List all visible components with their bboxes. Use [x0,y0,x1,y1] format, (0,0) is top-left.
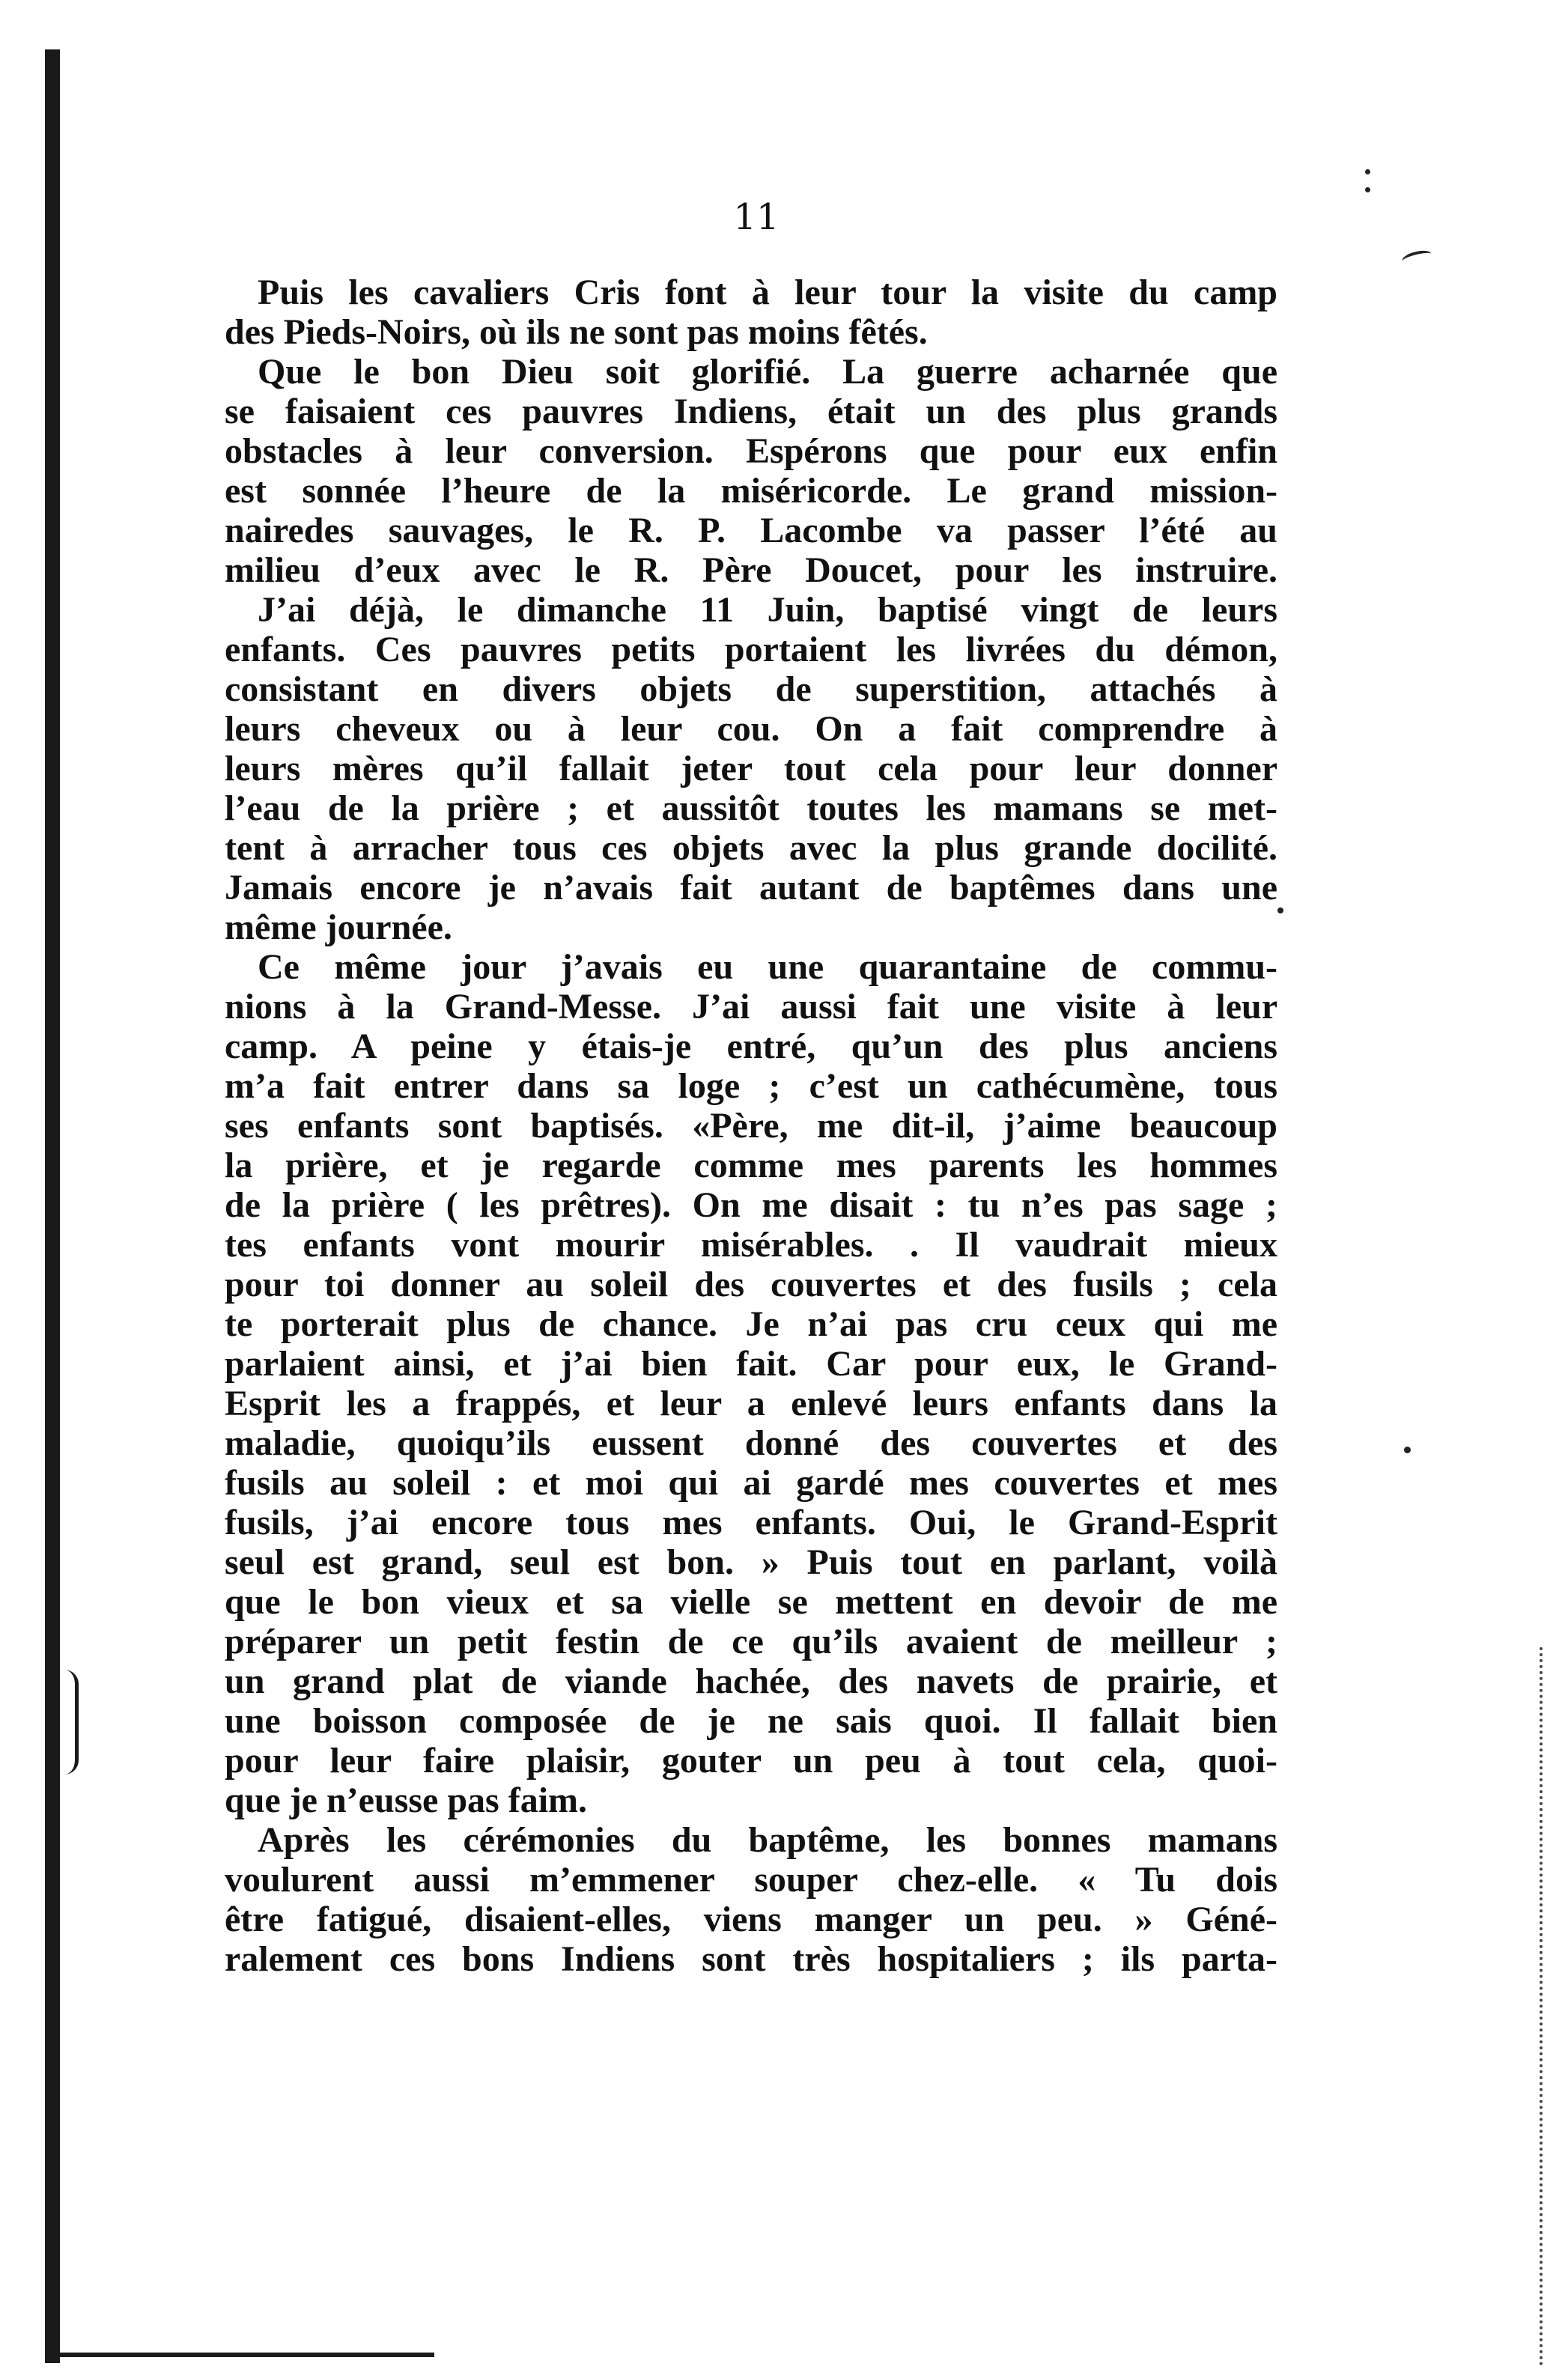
body-text [225,273,1277,1979]
text-line: fusils, j’ai encore tous mes enfants. Oui, le Grand-Esprit [225,1503,1277,1542]
text-line: seul est grand, seul est bon. » Puis tout en parlant, voilà [225,1542,1277,1582]
page-number: 11 [733,196,780,238]
ink-speck [1365,187,1370,192]
text-line: ralement ces bons Indiens sont très hospitaliers ; ils parta- [225,1939,1277,1979]
text-line: est sonnée l’heure de la miséricorde. Le grand mission- [225,471,1277,511]
text-line: te porterait plus de chance. Je n’ai pas cru ceux qui me [225,1304,1277,1344]
text-line: des Pieds-Noirs, où ils ne sont pas moins fêtés. [225,312,928,352]
text-line: être fatigué, disaient-elles, viens manger un peu. » Géné- [225,1900,1277,1939]
text-line: voulurent aussi m’emmener souper chez-elle. « Tu dois [225,1860,1277,1900]
text-line: Jamais encore je n’avais fait autant de baptêmes dans une [225,868,1277,907]
text-line: de la prière ( les prêtres). On me disait : tu n’es pas sage ; [225,1185,1277,1225]
text-line: pour toi donner au soleil des couvertes et des fusils ; cela [225,1265,1277,1304]
text-line: tes enfants vont mourir misérables. . Il vaudrait mieux [225,1225,1277,1265]
ink-speck [1404,1447,1411,1453]
text-line: préparer un petit festin de ce qu’ils avaient de meilleur ; [225,1622,1277,1661]
text-line: parlaient ainsi, et j’ai bien fait. Car pour eux, le Grand- [225,1344,1277,1384]
text-line: pour leur faire plaisir, gouter un peu à tout cela, quoi- [225,1741,1277,1781]
text-line: se faisaient ces pauvres Indiens, était un des plus grands [225,392,1277,431]
text-line: un grand plat de viande hachée, des navets de prairie, et [225,1661,1277,1701]
text-line: consistant en divers objets de superstition, attachés à [225,669,1277,709]
text-line: une boisson composée de je ne sais quoi. Il fallait bien [225,1701,1277,1741]
text-line: nairedes sauvages, le R. P. Lacombe va passer l’été au [225,511,1277,550]
binding-curl [64,1670,79,1775]
text-line: leurs mères qu’il fallait jeter tout cela pour leur donner [225,749,1277,788]
binding-shadow [45,49,60,2363]
text-line: fusils au soleil : et moi qui ai gardé mes couvertes et mes [225,1463,1277,1503]
text-line: camp. A peine y étais-je entré, qu’un des plus anciens [225,1027,1277,1066]
text-line: m’a fait entrer dans sa loge ; c’est un cathécumène, tous [225,1066,1277,1106]
text-line: la prière, et je regarde comme mes parents les hommes [225,1146,1277,1185]
ink-speck [1365,169,1370,174]
text-line: leurs cheveux ou à leur cou. On a fait comprendre à [225,709,1277,749]
text-line: l’eau de la prière ; et aussitôt toutes les mamans se met- [225,788,1277,828]
text-line: même journée. [225,907,452,947]
text-line: J’ai déjà, le dimanche 11 Juin, baptisé vingt de leurs [258,590,1277,630]
text-line: enfants. Ces pauvres petits portaient les livrées du démon, [225,630,1277,669]
text-line: Que le bon Dieu soit glorifié. La guerre acharnée que [258,352,1277,392]
margin-mark [1401,248,1433,267]
text-line: que je n’eusse pas faim. [225,1781,588,1820]
page-right-edge [1540,1647,1546,2366]
text-line: Puis les cavaliers Cris font à leur tour la visite du camp [258,273,1277,312]
text-line: que le bon vieux et sa vielle se mettent en devoir de me [225,1582,1277,1622]
text-line: ses enfants sont baptisés. «Père, me dit-il, j’aime beaucoup [225,1106,1277,1146]
text-line: maladie, quoiqu’ils eussent donné des couvertes et des [225,1423,1277,1463]
text-line: milieu d’eux avec le R. Père Doucet, pour les instruire. [225,550,1277,590]
text-line: tent à arracher tous ces objets avec la plus grande docilité. [225,828,1277,868]
text-line: Esprit les a frappés, et leur a enlevé leurs enfants dans la [225,1384,1277,1423]
ink-speck [1277,907,1283,913]
text-line: nions à la Grand-Messe. J’ai aussi fait une visite à leur [225,987,1277,1027]
page-bottom-edge [45,2353,434,2357]
text-line: Après les cérémonies du baptême, les bonnes mamans [258,1820,1277,1860]
text-line: Ce même jour j’avais eu une quarantaine de commu- [258,947,1277,987]
text-line: obstacles à leur conversion. Espérons que pour eux enfin [225,431,1277,471]
